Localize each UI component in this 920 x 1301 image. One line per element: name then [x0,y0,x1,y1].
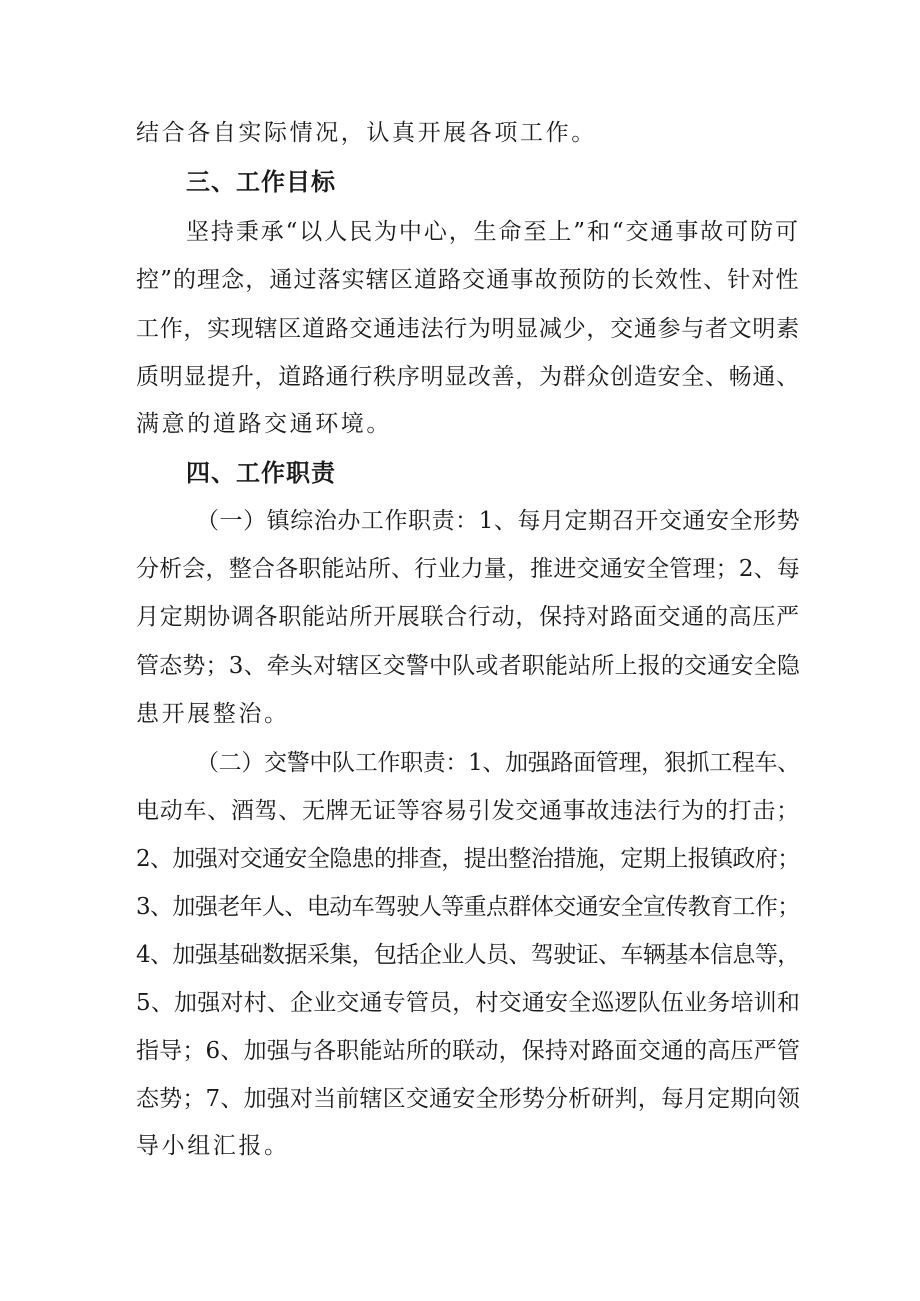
body-line: 电动车、酒驾、无牌无证等容易引发交通事故违法行为的打击； [136,798,800,824]
body-line: 控”的理念，通过落实辖区道路交通事故预防的长效性、针对性 [136,267,800,293]
body-line: 态势；7、加强对当前辖区交通安全形势分析研判，每月定期向领 [136,1086,801,1112]
body-line: 满意的道路交通环境。 [136,411,392,437]
body-line: 患开展整治。 [136,701,290,727]
body-line: 坚持秉承“以人民为中心，生命至上”和“交通事故可防可 [186,219,800,245]
body-line: 管态势；3、牵头对辖区交警中队或者职能站所上报的交通安全隐 [136,653,801,679]
body-line: 月定期协调各职能站所开展联合行动，保持对路面交通的高压严 [136,604,800,630]
body-line: 3、加强老年人、电动车驾驶人等重点群体交通安全宣传教育工作； [136,894,800,920]
body-line: 结合各自实际情况，认真开展各项工作。 [136,120,597,146]
body-line: 5、加强对村、企业交通专管员，村交通安全巡逻队伍业务培训和 [136,990,801,1016]
section-heading-goals: 三、工作目标 [186,168,336,196]
section-heading-duties: 四、工作职责 [186,459,336,487]
body-line: （二）交警中队工作职责：1、加强路面管理，狠抓工程车、 [196,750,800,776]
body-line: 4、加强基础数据采集，包括企业人员、驾驶证、车辆基本信息等， [136,942,800,968]
body-line: 导小组汇报。 [136,1133,290,1159]
body-line: （一）镇综治办工作职责：1、每月定期召开交通安全形势 [196,508,801,534]
body-line: 工作，实现辖区道路交通违法行为明显减少，交通参与者文明素 [136,316,800,342]
body-line: 质明显提升，道路通行秩序明显改善，为群众创造安全、畅通、 [136,364,800,390]
body-line: 分析会，整合各职能站所、行业力量，推进交通安全管理；2、每 [136,556,801,582]
body-line: 指导；6、加强与各职能站所的联动，保持对路面交通的高压严管 [136,1038,801,1064]
body-line: 2、加强对交通安全隐患的排查，提出整治措施，定期上报镇政府； [136,846,800,872]
